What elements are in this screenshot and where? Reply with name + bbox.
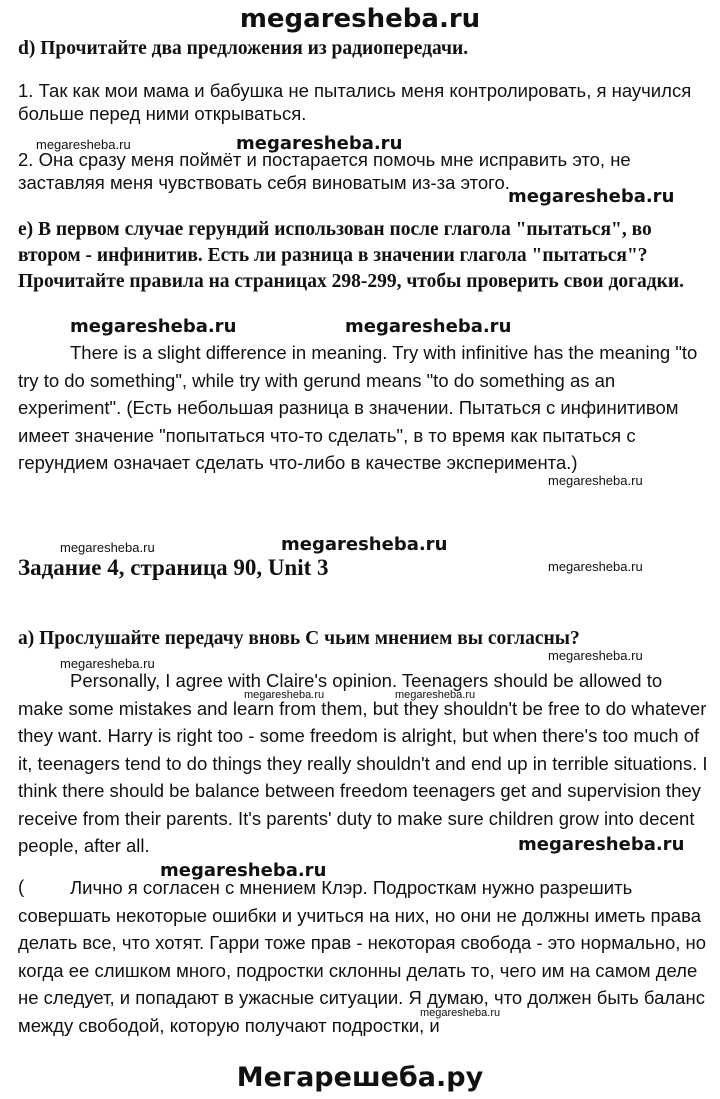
section-e-answer: There is a slight difference in meaning. Try with infinitive has the meaning "to try to do something", while try with gerund means "to do something as an experiment". (Есть небольшая разница в значении. Пытаться с инфинитивом имеет значение "попытаться что-то сделать", в то время как пытаться с герундием означает сделать что-либо в качестве эксперимента.) bbox=[18, 342, 698, 473]
paren: ( bbox=[18, 876, 25, 897]
task-4-heading: Задание 4, страница 90, Unit 3 bbox=[18, 555, 329, 580]
watermark: megaresheba.ru bbox=[345, 316, 512, 337]
watermark-bottom: Мегарешеба.ру bbox=[236, 1062, 484, 1093]
watermark: megaresheba.ru bbox=[36, 137, 131, 152]
section-d-sentence-1: 1. Так как мои мама и бабушка не пытались меня контролировать, я научился больше перед ними открываться. bbox=[18, 80, 692, 124]
watermark: megaresheba.ru bbox=[548, 559, 643, 574]
watermark-top: megaresheba.ru bbox=[239, 4, 481, 34]
section-d-title: d) Прочитайте два предложения из радиопередачи. bbox=[18, 38, 469, 59]
watermark: megaresheba.ru bbox=[70, 316, 237, 337]
watermark: megaresheba.ru bbox=[548, 473, 643, 488]
section-e-title: e) В первом случае герундий использован после глагола "пытаться", во втором - инфинитив. Есть ли разница в значении глагола "пытаться"? Прочитайте правила на страницах 298-299, чтобы проверить свои догадки. bbox=[18, 219, 684, 292]
task-4-answer-ru: Лично я согласен с мнением Клэр. Подросткам нужно разрешить совершать некоторые ошибки и учиться на них, но они не должны иметь права делать все, что хотят. Гарри тоже прав - некоторая свобода - это нормально, но когда ее слишком много, подростки склонны делать то, чего им на самом деле не следует, и попадают в ужасные ситуации. Я думаю, что должен быть баланс между свободой, которую получают подростки, и bbox=[18, 877, 707, 1036]
watermark: megaresheba.ru bbox=[518, 834, 685, 855]
watermark: megaresheba.ru bbox=[281, 534, 448, 555]
watermark: megaresheba.ru bbox=[160, 860, 327, 881]
task-4-question: a) Прослушайте передачу вновь С чьим мнением вы согласны? bbox=[18, 628, 580, 649]
watermark: megaresheba.ru bbox=[508, 186, 675, 207]
section-d-sentence-2: 2. Она сразу меня поймёт и постарается помочь мне исправить это, не заставляя меня чувствовать себя виноватым из-за этого. bbox=[18, 149, 631, 193]
watermark: megaresheba.ru bbox=[60, 540, 155, 555]
watermark: megaresheba.ru bbox=[420, 1007, 501, 1019]
watermark: megaresheba.ru bbox=[548, 648, 643, 663]
task-4-answer-en: Personally, I agree with Claire's opinion. Teenagers should be allowed to make some mistakes and learn from them, but they shouldn't be free to do whatever they want. Harry is right too - some freedom is alright, but when there's too much of it, teenagers tend to do things they really shouldn't and end up in terrible situations. I think there should be balance between freedom teenagers get and supervision they receive from their parents. It's parents' duty to make sure children grow into decent people, after all. bbox=[18, 670, 708, 856]
watermark: megaresheba.ru bbox=[60, 656, 155, 671]
watermark: megaresheba.ru bbox=[395, 689, 476, 701]
watermark: megaresheba.ru bbox=[236, 133, 403, 154]
watermark: megaresheba.ru bbox=[244, 689, 325, 701]
